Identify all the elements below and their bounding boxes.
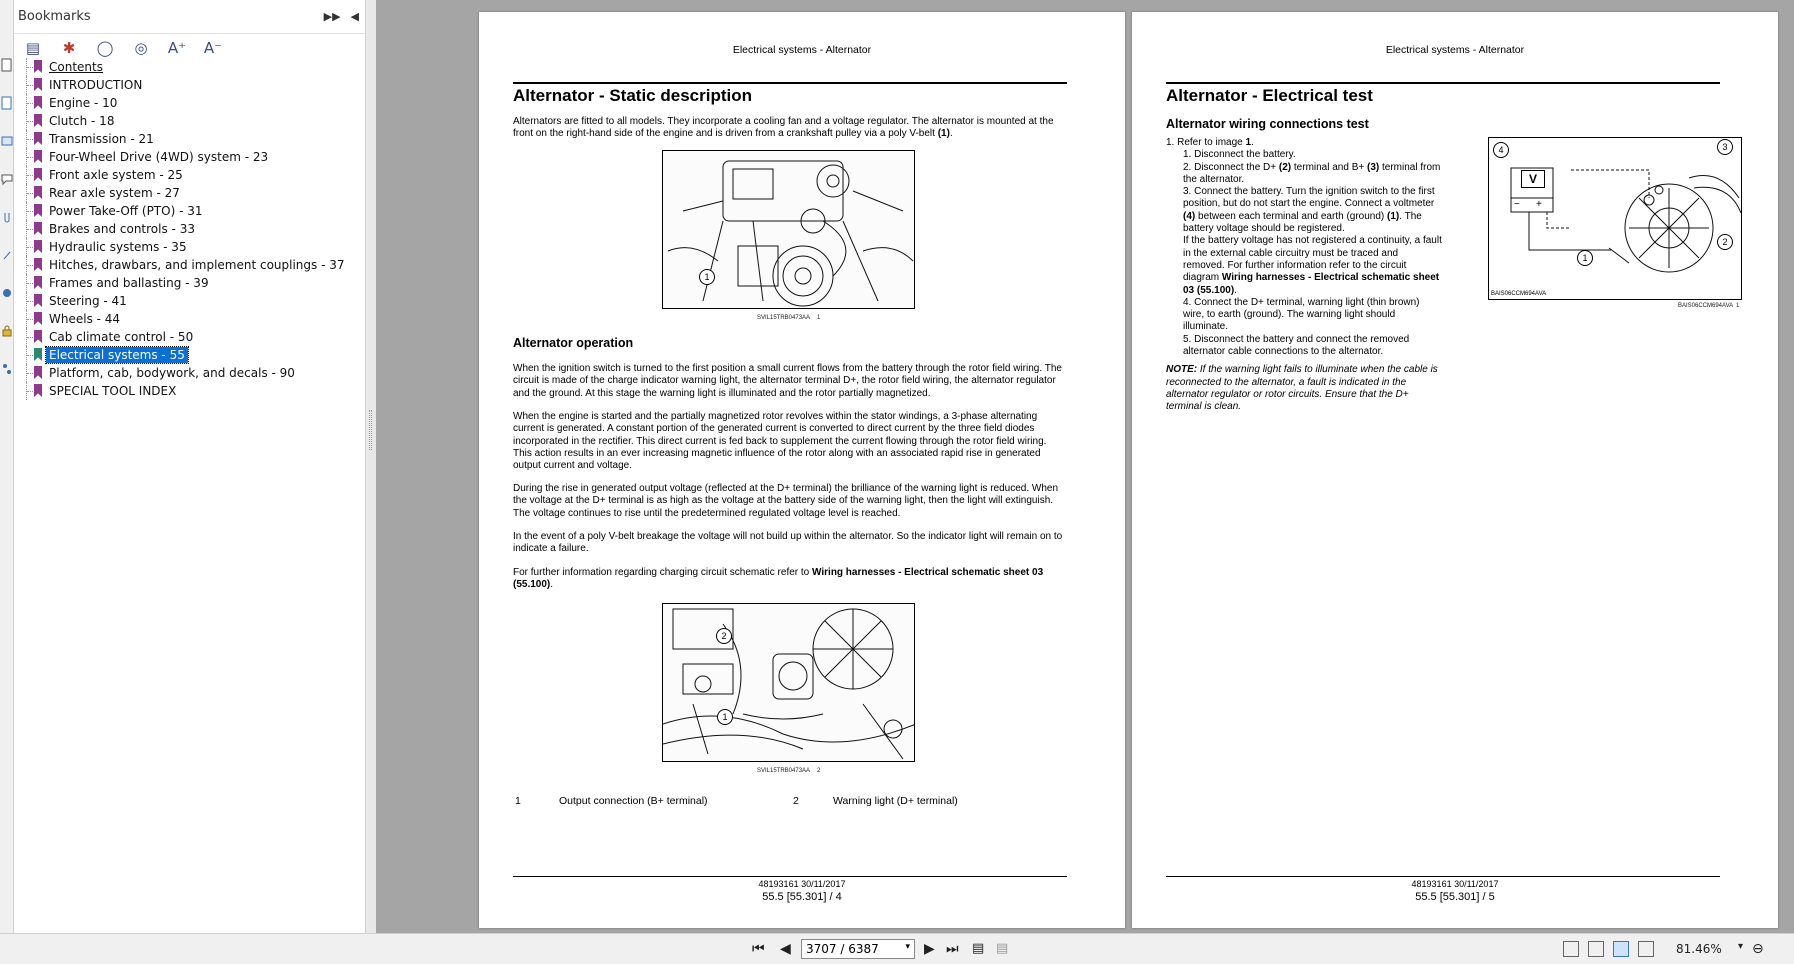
attachment-clip-icon[interactable] <box>1 248 13 262</box>
search-panel-icon[interactable] <box>1 286 13 300</box>
bookmark-item-hitches[interactable] <box>22 256 362 274</box>
bookmarks-panel-header <box>14 0 365 34</box>
bookmark-item-rear-axle[interactable] <box>22 184 362 202</box>
bookmark-label[interactable]: SPECIAL TOOL INDEX <box>49 384 177 398</box>
bookmark-item-introduction[interactable] <box>22 76 362 94</box>
subsection-title: Alternator operation <box>513 336 634 350</box>
figure-callout: 1 <box>699 269 715 285</box>
bookmark-expand-icon: ◯ <box>96 39 114 57</box>
single-page-view-button[interactable] <box>1563 941 1579 957</box>
bookmark-item-special-tool-index[interactable] <box>22 382 362 400</box>
step-4: 4. Connect the D+ terminal, warning light (thin brown) wire, to earth (ground). The warning light should illuminate. <box>1183 296 1420 333</box>
step-5: 5. Disconnect the battery and connect the removed alternator cable connections to the alternator. <box>1183 333 1410 358</box>
bookmark-label[interactable]: Wheels - 44 <box>49 312 121 326</box>
panel-splitter[interactable] <box>366 0 376 933</box>
bookmark-label[interactable]: Engine - 10 <box>49 96 118 110</box>
document-page-right <box>1132 12 1778 928</box>
status-bar <box>0 933 1794 964</box>
text-size-increase-icon: A⁺ <box>167 39 187 57</box>
operation-paragraph-3: During the rise in generated output voltage (reflected at the D+ terminal) the brilliance of the warning light is reduced. When the voltage at the D+ terminal is as high as the voltage at the battery side of the warning light, then the light will extinguish. The voltage continues to rise until the predetermined regulated voltage level is reached. <box>513 483 1059 519</box>
bookmark-item-cab-climate[interactable] <box>22 328 362 346</box>
intro-paragraph: Alternators are fitted to all models. They incorporate a cooling fan and a voltage regulator. The alternator is mounted at the front on the right-hand side of the engine and is driven from a crankshaft pulley via a poly V-belt (1). <box>513 116 1054 140</box>
first-page-icon[interactable]: ⏮ <box>752 941 765 957</box>
footer-code: 48193161 30/11/2017 <box>1411 879 1499 889</box>
decrease-text-size-button[interactable] <box>202 37 224 59</box>
bookmark-item-4wd[interactable] <box>22 148 362 166</box>
wiring-test-figure <box>1488 137 1742 300</box>
collapse-bookmarks-button[interactable] <box>130 37 152 59</box>
previous-page-icon[interactable]: ◀ <box>780 941 791 957</box>
figure-callout: 2 <box>1717 234 1733 250</box>
bookmark-label[interactable]: Contents <box>49 60 103 74</box>
voltmeter-plus: + <box>1536 199 1542 210</box>
figure-number: 2 <box>817 768 821 774</box>
bookmark-item-hydraulics[interactable] <box>22 238 362 256</box>
bookmark-item-contents[interactable] <box>22 58 362 76</box>
bookmark-label[interactable]: Steering - 41 <box>49 294 127 308</box>
bookmark-label[interactable]: Cab climate control - 50 <box>49 330 194 344</box>
bookmark-item-wheels[interactable] <box>22 310 362 328</box>
navigation-tool-strip <box>0 0 14 964</box>
bookmark-label-selected[interactable]: Electrical systems - 55 <box>46 347 188 363</box>
step-3: 3. Connect the battery. Turn the ignition switch to the first position, but do not start the engine. Connect a voltmeter (4) between each terminal and earth (ground) (1). The battery voltage should be registered. <box>1183 186 1435 235</box>
bookmark-options-button[interactable] <box>22 37 44 59</box>
step-1: 1. Disconnect the battery. <box>1183 149 1296 161</box>
bookmark-collapse-icon: ◎ <box>134 39 148 57</box>
section-title: Alternator - Electrical test <box>1166 86 1373 105</box>
alternator-drawing <box>663 604 915 762</box>
running-head: Electrical systems - Alternator <box>1385 44 1525 56</box>
page-number-value[interactable]: 3707 / 6387 <box>806 942 879 956</box>
facing-pages-view-button[interactable] <box>1613 941 1629 957</box>
figure-code: SVIL15TRB0473AA <box>757 315 811 321</box>
figure-callout: 4 <box>1493 142 1509 158</box>
document-page-left <box>479 12 1125 928</box>
bookmark-item-pto[interactable] <box>22 202 362 220</box>
bookmark-label[interactable]: Frames and ballasting - 39 <box>49 276 209 290</box>
legend-text: Warning light (D+ terminal) <box>833 795 958 807</box>
engine-drawing <box>663 151 915 309</box>
bookmark-label[interactable]: Hydraulic systems - 35 <box>49 240 187 254</box>
bookmark-label[interactable]: Clutch - 18 <box>49 114 115 128</box>
footer-page-number: 55.5 [55.301] / 5 <box>1415 891 1495 903</box>
note: NOTE: If the warning light fails to illuminate when the cable is reconnected to the alternator, a fault is indicated in the alternator regulator or rotor circuits. Ensure that the D+ terminal is clean. <box>1166 364 1438 413</box>
bookmark-label[interactable]: Brakes and controls - 33 <box>49 222 195 236</box>
bookmarks-tree <box>22 58 362 400</box>
footer-code: 48193161 30/11/2017 <box>758 879 846 889</box>
bookmarks-panel <box>14 0 366 933</box>
step-intro: 1. Refer to image 1. <box>1166 137 1254 148</box>
step-3-detail: If the battery voltage has not registered a continuity, a fault in the external cable circuitry must be traced and removed. For further information refer to the circuit diagram Wiring harnesses - Electrical schematic sheet 03 (55.100). <box>1183 235 1442 296</box>
operation-paragraph-4: In the event of a poly V-belt breakage the voltage will not build up within the alternator. So the indicator light will remain on to indicate a failure. <box>513 531 1063 555</box>
figure-inner-code: BAIS06CCM694AVA <box>1491 291 1547 297</box>
bookmark-item-engine[interactable] <box>22 94 362 112</box>
bookmark-label[interactable]: INTRODUCTION <box>49 78 143 92</box>
bookmark-item-platform[interactable] <box>22 364 362 382</box>
bookmark-label[interactable]: Transmission - 21 <box>49 132 154 146</box>
bookmarks-panel-title: Bookmarks <box>18 9 91 24</box>
operation-paragraph-2: When the engine is started and the partially magnetized rotor revolves within the stator windings, a 3-phase alternating current is generated. A constant portion of the generated current is converted to direct current by the three field diodes incorporated in the rectifier. This direct current is fed back to supplement the current flowing through the rotor field wiring. This action results in an ever increasing magnetic influence of the rotor along with an associated rapid rise in generated output current and voltage. <box>513 411 1047 472</box>
bookmarks-icon[interactable] <box>1 96 13 110</box>
layers-icon[interactable] <box>1 134 13 148</box>
zoom-dropdown-icon[interactable]: ▾ <box>1738 941 1744 952</box>
previous-view-icon[interactable]: ▤ <box>972 941 985 956</box>
figure-callout: 1 <box>717 709 733 725</box>
bookmark-label[interactable]: Four-Wheel Drive (4WD) system - 23 <box>49 150 269 164</box>
test-steps <box>1166 137 1442 414</box>
zoom-level[interactable]: 81.46% <box>1676 942 1722 956</box>
figure-number: 1 <box>817 315 821 321</box>
list-options-icon: ▤ <box>25 39 41 57</box>
chevron-down-icon[interactable]: ▾ <box>905 942 910 952</box>
alternator-figure <box>662 603 915 762</box>
running-head: Electrical systems - Alternator <box>732 44 872 56</box>
zoom-out-icon[interactable]: ⊖ <box>1752 941 1764 957</box>
expand-panel-icon[interactable]: ▶▶ <box>323 10 341 23</box>
figure-callout: 3 <box>1717 139 1733 155</box>
content-tree-icon[interactable] <box>1 362 13 376</box>
bookmark-label[interactable]: Rear axle system - 27 <box>49 186 180 200</box>
bookmark-label[interactable]: Front axle system - 25 <box>49 168 183 182</box>
bookmark-item-electrical[interactable] <box>22 346 362 364</box>
legend-number: 1 <box>515 795 521 807</box>
figure-number: 1 <box>1736 303 1740 309</box>
footer-page-number: 55.5 [55.301] / 4 <box>762 891 842 903</box>
bookmark-label[interactable]: Hitches, drawbars, and implement couplings - 37 <box>49 258 345 272</box>
next-view-icon[interactable]: ▤ <box>996 941 1009 956</box>
bookmark-item-transmission[interactable] <box>22 130 362 148</box>
last-page-icon[interactable]: ⏭ <box>946 941 959 957</box>
bookmark-label[interactable]: Power Take-Off (PTO) - 31 <box>49 204 203 218</box>
page-number-input[interactable] <box>801 939 915 959</box>
bookmark-add-icon: ✱ <box>62 39 76 57</box>
engine-figure <box>662 150 915 309</box>
wiring-diagram <box>1489 138 1742 300</box>
bookmark-item-frames[interactable] <box>22 274 362 292</box>
new-bookmark-button[interactable] <box>58 37 80 59</box>
legend-number: 2 <box>793 795 799 807</box>
text-size-decrease-icon: A⁻ <box>203 39 223 57</box>
voltmeter-label: V <box>1521 170 1545 188</box>
figure-callout: 2 <box>716 628 732 644</box>
figure-code: SVIL15TRB0473AA <box>757 768 811 774</box>
increase-text-size-button[interactable] <box>166 37 188 59</box>
bookmark-label[interactable]: Platform, cab, bodywork, and decals - 90 <box>49 366 295 380</box>
subsection-title: Alternator wiring connections test <box>1166 117 1369 131</box>
figure-callout: 1 <box>1577 250 1593 266</box>
figure-code: BAIS06CCM694AVA <box>1678 303 1734 309</box>
bookmark-item-front-axle[interactable] <box>22 166 362 184</box>
bookmark-item-brakes[interactable] <box>22 220 362 238</box>
document-view[interactable] <box>376 0 1794 933</box>
next-page-icon[interactable]: ▶ <box>924 941 935 957</box>
legend-text: Output connection (B+ terminal) <box>559 795 708 807</box>
attachments-icon[interactable] <box>1 210 13 224</box>
comments-icon[interactable] <box>1 172 13 186</box>
section-title: Alternator - Static description <box>513 86 752 105</box>
bookmark-item-clutch[interactable] <box>22 112 362 130</box>
expand-bookmarks-button[interactable] <box>94 37 116 59</box>
step-2: 2. Disconnect the D+ (2) terminal and B+ (3) terminal from the alternator. <box>1183 161 1441 185</box>
security-lock-icon[interactable] <box>1 324 13 338</box>
continuous-view-button[interactable] <box>1588 941 1604 957</box>
bookmark-item-steering[interactable] <box>22 292 362 310</box>
page-thumbnails-icon[interactable] <box>1 58 13 72</box>
voltmeter-minus: − <box>1514 199 1520 210</box>
continuous-facing-view-button[interactable] <box>1638 941 1654 957</box>
operation-paragraph-1: When the ignition switch is turned to the first position a small current flows from the battery through the rotor field wiring. The circuit is made of the charge indicator warning light, the alternator terminal D+, the rotor field wiring, the alternator regulator and the ground. At this stage the warning light is illuminated and the rotor partially magnetized. <box>513 363 1062 399</box>
operation-paragraph-5: For further information regarding charging circuit schematic refer to Wiring harnesses - Electrical schematic sheet 03 (55.100). <box>513 567 1044 591</box>
collapse-panel-icon[interactable]: ◀ <box>350 10 359 23</box>
